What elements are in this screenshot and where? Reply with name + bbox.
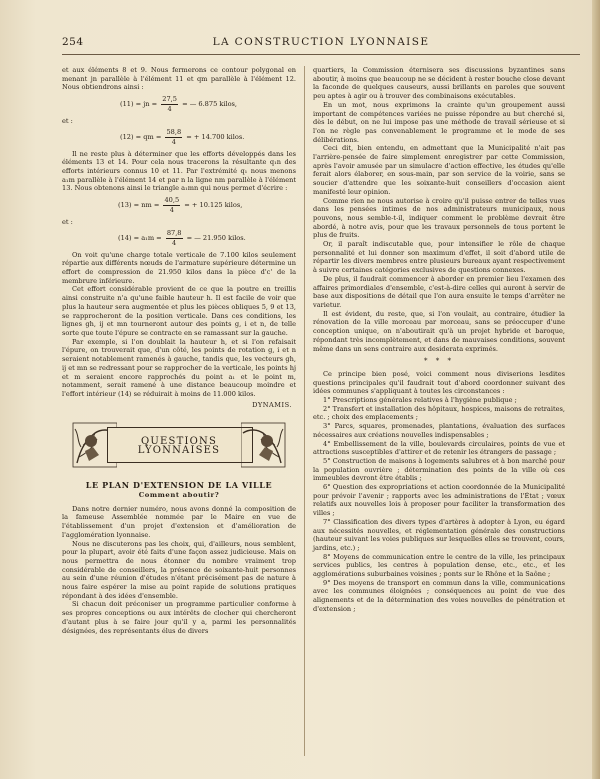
column-separator — [304, 66, 305, 756]
paragraph: De plus, il faudrait commencer à aborder en premier lieu l'examen des affaires primordiales d'ensemble, c'est-à-dire celles qui auront à servir de base aux dispositions de détail que l'on aura ensuite le temps d'arrêter ne varietur. — [313, 274, 565, 309]
page-number: 254 — [62, 36, 84, 48]
header-rule — [62, 54, 580, 55]
paragraph: Il est évident, du reste, que, si l'on voulait, au contraire, étudier la rénovation de la ville morceau par morceau, sans se préoccuper d'une conception unique, on n'aboutirait qu'à un projet hybride et baroque, répondant très incomplètement, et dans de mauvaises conditions, souvent même dans un sens contraire aux desiderata exprimés. — [313, 309, 565, 353]
list-item: 5° Construction de maisons à logements salubres et à bon marché pour la population ouvrière ; détermination des points de la ville où ces immeubles devront être établis ; — [313, 456, 565, 483]
list-item: 1° Prescriptions générales relatives à l'hygiène publique ; — [323, 396, 517, 405]
paragraph: Or, il paraît indiscutable que, pour intensifier le rôle de chaque personnalité et lui donner son maximum d'effet, il soit d'abord utile de répartir les divers membres entre plusieurs bureaux ayant respectivement à suivre certaines catégories exclusives de questions connexes. — [313, 240, 565, 275]
section-title: LE PLAN D'EXTENSION DE LA VILLE — [85, 480, 273, 491]
paragraph: Il ne reste plus à déterminer que les efforts développés dans les éléments 13 et 14. Pour cela nous tracerons la résultante q₁n des efforts intérieurs connus 10 et 11. Par l'extrémité q₁ nous menons a₁m parallèle à l'élément 14 et par n la ligne nm parallèle à l'élément 13. Nous obtenons ainsi le triangle a₁mn qui nous permet d'écrire : — [62, 149, 296, 193]
page-header — [62, 36, 580, 54]
page-edge — [592, 0, 600, 779]
formula-12: (12) = qm = $\frac{58,8}{4}$ = + 14.700 kilos. — [120, 128, 245, 146]
paragraph: Comme rien ne nous autorise à croire qu'il puisse entrer de telles vues dans les pensées intimes de nos administrateurs municipaux, nous pouvons, nous semble-t-il, indiquer comment le problème devrait être abordé, à notre avis, pour que les travaux personnels de tous portent le plus de fruits. — [313, 196, 565, 240]
section-break-asterisks: * * * — [424, 357, 454, 366]
paragraph: On voit qu'une charge totale verticale de 7.100 kilos seulement répartie aux différents nœuds de l'armature supérieure détermine un effort de compression de 21.950 kilos dans la pièce d'c' de la membrure inférieure. — [62, 250, 296, 285]
paragraph: Ce principe bien posé, voici comment nous diviserions lesdites questions principales qu'il faudrait tout d'abord coordonner suivant des idées communes s'appliquant à toutes les circonstances : — [313, 369, 565, 396]
formula-13: (13) = nm = $\frac{40,5}{4}$ = + 10.125 kilos, — [118, 196, 243, 214]
list-item: 9° Des moyens de transport en commun dans la ville, communications avec les communes éloignées ; conséquences au point de vue des alignements et de la détermination des voies nouvelles de pénétration et d'extension ; — [313, 578, 565, 613]
paragraph: Nous ne discuterons pas les choix, qui, d'ailleurs, nous semblent, pour la plupart, avoir été faits d'une façon assez judicieuse. Mais on nous permettra de nous étonner du nombre vraiment trop considérable de conseillers, la présence de soixante-huit personnes au sein d'une réunion d'études n'étant précisément pas de nature à nous faire espérer la mise au point rapide de solutions pratiques répondant à des idées d'ensemble. — [62, 539, 296, 600]
list-item: 3° Parcs, squares, promenades, plantations, évaluation des surfaces nécessaires aux créations nouvelles indispensables ; — [313, 422, 565, 439]
paragraph: En un mot, nous exprimons la crainte qu'un groupement aussi important de compétences variées ne puisse répondre au but cherché si, dès le début, on ne lui impose pas une méthode de travail sérieuse et si l'on ne règle pas convenablement le programme et le mode de ses délibérations. — [313, 100, 565, 144]
section-banner — [71, 415, 287, 473]
list-item: 2° Transfert et installation des hôpitaux, hospices, maisons de retraites, etc. ; choix des emplacements ; — [313, 404, 565, 422]
list-item: 6° Question des expropriations et action coordonnée de la Municipalité pour prévoir l'avenir ; rapports avec les administrations de l'État ; vœux relatifs aux nouvelles lois à proposer pour faciliter la transformation des villes ; — [313, 483, 565, 518]
formula-11: (11) = jn = $\frac{27,5}{4}$ = — 6.875 kilos, — [120, 95, 238, 113]
banner-title: QUESTIONS LYONNAISES — [137, 436, 221, 457]
list-item: 7° Classification des divers types d'artères à adopter à Lyon, eu égard aux nécessités nouvelles, et réglementation générale des constructions (hauteur suivant les voies publiques sur lesquelles elles se trouvent, cours, jardins, etc.) ; — [313, 517, 565, 552]
paragraph: Si chacun doit préconiser un programme particulier conforme à ses propres conceptions ou aux intérêts de clocher qui chercheront d'autant plus à se faire jour qu'il y a, parmi les personnalités désignées, des représentants élus de divers — [62, 600, 296, 635]
ornament-right-icon — [241, 417, 287, 471]
formula-14: (14) = a₁m = $\frac{87,8}{4}$ = — 21.950 kilos. — [118, 229, 246, 247]
paragraph: Par exemple, si l'on doublait la hauteur h, et si l'on refaisait l'épure, on trouverait que, d'un côté, les points de rotation g, i et n seraient notablement ramenés à gauche, tandis que, les vecteurs gh, ij et mn se redressant pour se rapprocher de la verticale, les points hj et m seraient encore rapprochés du point a₁ et le point m, notamment, serait ramené à une distance beaucoup moindre et l'effort intérieur (14) se réduirait à moins de 11.000 kilos. — [62, 337, 296, 398]
right-column — [313, 66, 565, 614]
list-item: 4° Embellissement de la ville, boulevards circulaires, points de vue et attractions susceptibles d'attirer et de retenir les étrangers de passage ; — [313, 439, 565, 457]
paragraph: Cet effort considérable provient de ce que la poutre en treillis ainsi construite n'a qu'une faible hauteur h. Il est facile de voir que plus la hauteur sera augmentée et plus les pièces obliques 5, 9 et 13, se rapprocheront de la position verticale. Dans ces conditions, les lignes gh, ij et mn tourneront autour des points g, i et n, de telle sorte que toute l'épure se contracte en se ramassant sur la gauche. — [62, 285, 296, 337]
paragraph: Dans notre dernier numéro, nous avons donné la composition de la fameuse Assemblée nommée par le Maire en vue de l'établissement d'un projet d'extension et d'amélioration de l'agglomération lyonnaise. — [62, 504, 296, 539]
formula-label: et : — [62, 217, 73, 226]
list-item: 8° Moyens de communication entre le centre de la ville, les principaux services publics, les centres à population dense, etc., etc., et les agglomérations suburbaines voisines ; ponts sur le Rhône et la Saône ; — [313, 552, 565, 579]
paragraph: quartiers, la Commission éternisera ses discussions byzantines sans aboutir, à moins que beaucoup ne se décident à rester bouche close devant la faconde de quelques causeurs, aussi brillants en paroles que souvent peu aptes à agir ou à trouver des combinaisons exécutables. — [313, 66, 565, 101]
paragraph: Ceci dit, bien entendu, en admettant que la Municipalité n'ait pas l'arrière-pensée de faire simplement enregistrer par cette Commission, après l'avoir amusée par un simulacre d'action effective, les études qu'elle ferait alors élaborer, en sous-main, par son service de la voirie, sans se soucier d'attendre que les soixante-huit conseillers d'occasion aient manifesté leur opinion. — [313, 144, 565, 196]
section-subtitle: Comment aboutir? — [138, 491, 220, 500]
author-signature: DYNAMIS. — [252, 400, 292, 409]
running-title: LA CONSTRUCTION LYONNAISE — [212, 36, 430, 48]
formula-label: et : — [62, 116, 73, 125]
paragraph: et aux éléments 8 et 9. Nous fermerons ce contour polygonal en menant jn parallèle à l'élément 11 et qm parallèle à l'élément 12. Nous obtiendrons ainsi : — [62, 66, 296, 92]
left-column — [62, 66, 296, 635]
